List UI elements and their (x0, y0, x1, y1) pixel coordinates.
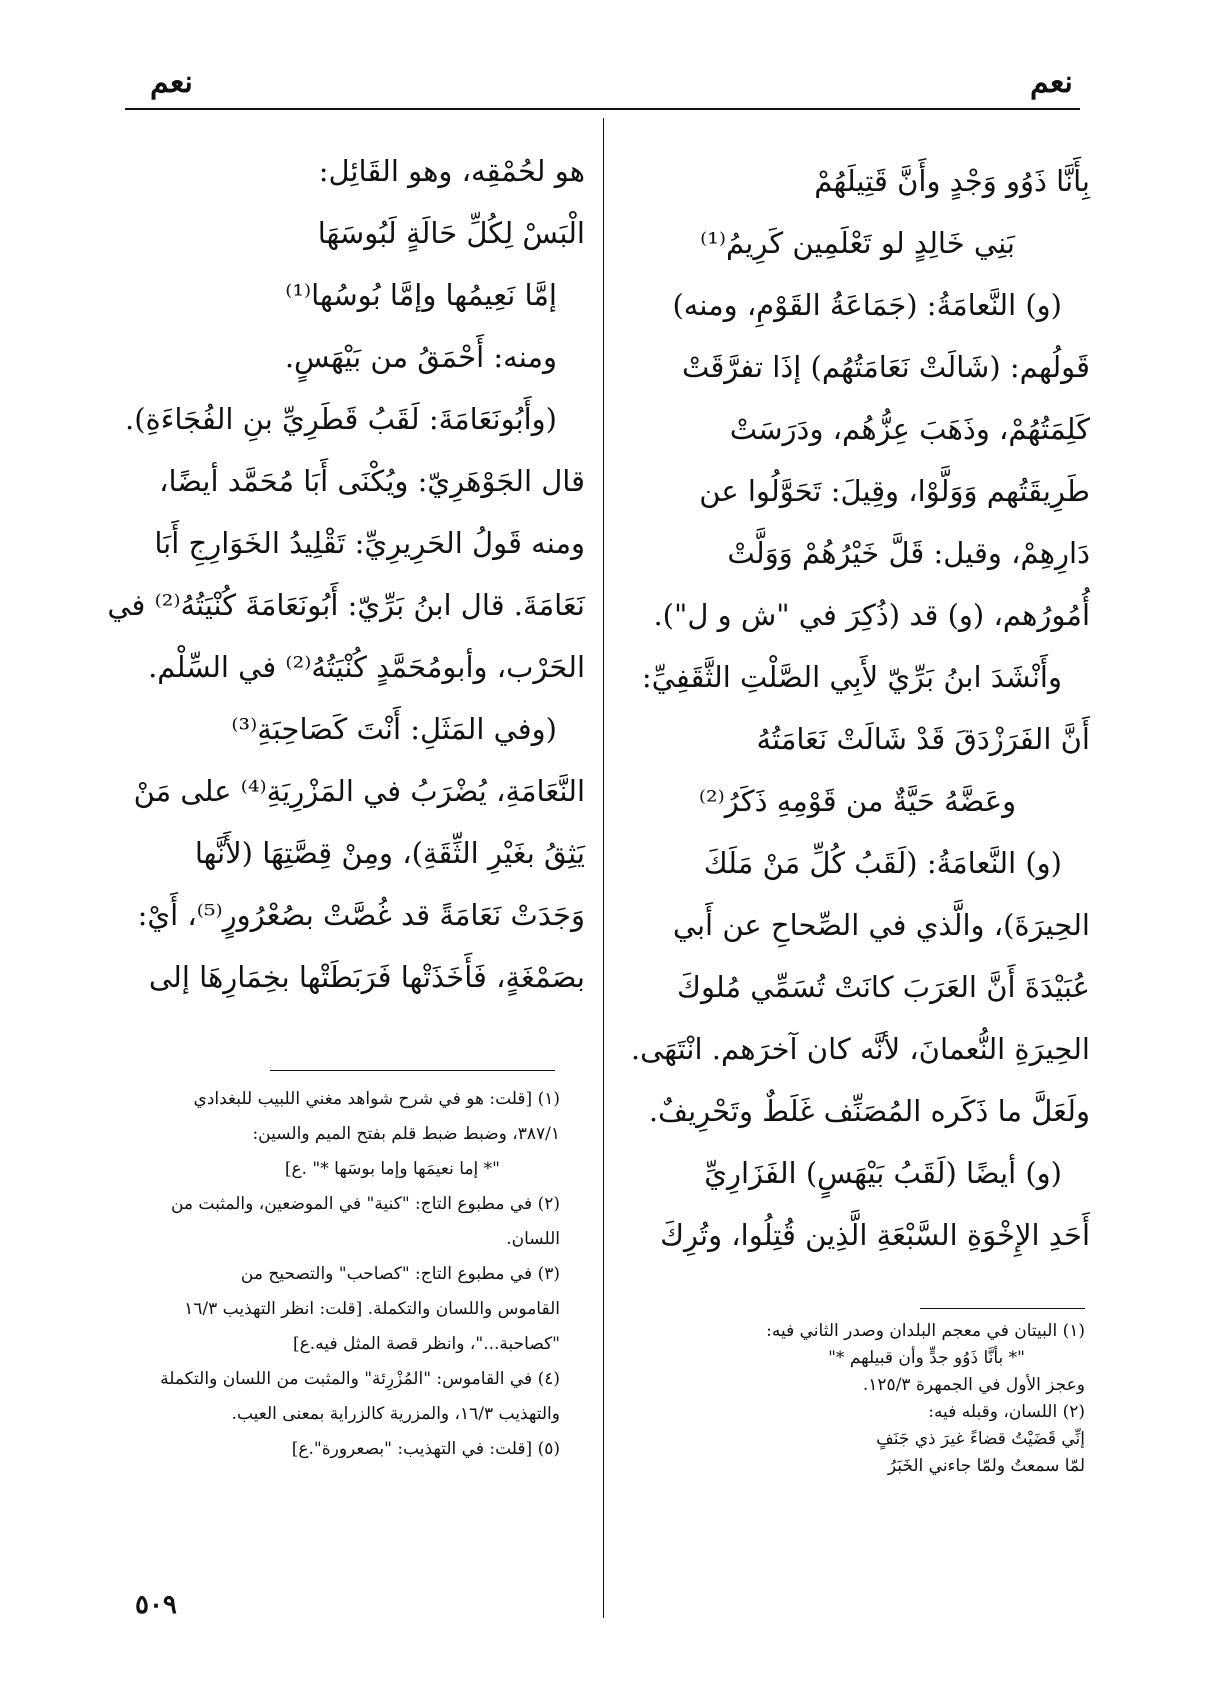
text-line: الْبَسْ لِكُلِّ حَالَةٍ لَبُوسَهَا (317, 216, 585, 250)
text-line: (وأَبُونَعَامَةَ: لَقَبُ قَطَرِيِّ بنِ الفُجَاءَةِ). (124, 402, 557, 436)
footnote-line: "* بأنَّا ذَوُو جدٍّ وأن قبيلهم *" (828, 1348, 1025, 1368)
text-line: نَعَامَةَ. قال ابنُ بَرِّيّ: أَبُونَعَامَةَ كُنْيَتُهُ⁽²⁾ في (107, 588, 585, 622)
right-column (625, 150, 1090, 1266)
text-line: أُمُورُهم، (و) قد (ذُكِرَ في "ش و ل"). (653, 598, 1090, 632)
text-line: (و) النَّعامَةُ: (جَمَاعَةُ القَوْمِ، ومنه) (672, 288, 1062, 322)
header-rule (125, 108, 1080, 110)
text-line: إمَّا نَعِيمُها وإمَّا بُوسُها⁽¹⁾ (285, 278, 557, 312)
text-line: وَجَدَتْ نَعَامَةً قد غُصَّتْ بصُعْرُورٍ⁽⁵⁾، أَيْ: (137, 898, 585, 932)
footnote-line: (١) [قلت: هو في شرح شواهد مغني اللبيب للبغدادي (193, 1089, 560, 1109)
page-header-left: نعم (150, 65, 193, 100)
footnote-line: (٢) في مطبوع التاج: "كنية" في الموضعين، والمثبت من (170, 1194, 560, 1214)
text-line: ومنه قَولُ الحَرِيرِيِّ: تَقْلِيدُ الخَوَارِجِ أَبَا (154, 526, 585, 560)
text-line: الحِيرَةِ النُّعمانَ، لأنَّه كان آخرَهم. انْتَهَى. (630, 1032, 1090, 1066)
text-line: (و) النَّعامَةُ: (لَقَبُ كُلِّ مَنْ مَلَكَ (703, 846, 1062, 880)
right-footnotes (620, 1318, 1085, 1480)
page-header-right: نعم (1030, 65, 1073, 100)
text-line: النَّعَامَةِ، يُضْرَبُ في المَزْرِيَةِ⁽⁴⁾ على مَنْ (133, 774, 585, 808)
page-number: ٥٠٩ (135, 1590, 177, 1620)
footnote-line: (٢) اللسان، وقبله فيه: (928, 1402, 1085, 1422)
text-line: الحَرْب، وأبومُحَمَّدٍ كُنْيَتُهُ⁽²⁾ في السِّلْم. (148, 650, 585, 684)
text-line: بصَمْغَةٍ، فَأَخَذَتْها فَرَبَطَتْها بخِمَارِهَا إلى (148, 960, 585, 994)
footnote-line: (٥) [قلت: في التهذيب: "بصعرورة".ع] (291, 1439, 560, 1459)
text-line: ولَعَلَّ ما ذَكَره المُصَنِّف غَلَطٌ وتَحْرِيفٌ. (648, 1094, 1090, 1128)
left-column (107, 140, 585, 1008)
footnote-line: إنِّي قَضَيْتُ قضاءً غيرَ ذي جَنَفٍ (876, 1429, 1085, 1449)
text-line: يَثِقُ بغَيْرِ الثِّقَةِ)، ومِنْ قِصَّتِهَا (لأَنَّها (194, 836, 585, 870)
footnote-line: والتهذيب ١٦/٣، والمزرية كالزراية بمعنى العيب. (231, 1404, 560, 1424)
text-line: الحِيرَةَ)، والَّذي في الصِّحاحِ عن أَبي (672, 908, 1090, 942)
footnote-line: القاموس واللسان والتكملة. [قلت: انظر التهذيب ١٦/٣ (184, 1299, 560, 1319)
text-line: بَنِي خَالِدٍ لو تَعْلَمِين كَرِيمُ⁽¹⁾ (700, 226, 1015, 260)
text-line: قَولُهم: (شَالَتْ نَعَامَتُهُم) إذَا تفرَّقَتْ (681, 350, 1090, 384)
footnote-line: لمّا سمعتُ ولمّا جاءني الخَبَرُ (887, 1456, 1085, 1476)
footnote-rule-left (270, 1070, 555, 1071)
footnote-line: (١) البيتان في معجم البلدان وصدر الثاني فيه: (766, 1321, 1085, 1341)
text-line: (و) أيضًا (لَقَبُ بَيْهَسٍ) الفَزَارِيِّ (704, 1156, 1062, 1190)
footnote-line: (٣) في مطبوع التاج: "كصاحب" والتصحيح من (240, 1264, 560, 1284)
text-line: وعَضَّهُ حَيَّةٌ من قَوْمِهِ ذَكَرُ⁽²⁾ (698, 784, 1017, 818)
text-line: عُبَيْدَةَ أَنَّ العَرَبَ كانَتْ تُسَمِّي مُلوكَ (677, 970, 1090, 1004)
text-line: قال الجَوْهَرِيّ: ويُكْنَى أَبَا مُحَمَّد أيضًا، (159, 464, 585, 498)
text-line: وأَنْشَدَ ابنُ بَرِّيّ لأَبِي الصَّلْتِ الثَّقَفِيِّ: (641, 660, 1062, 694)
left-footnotes (110, 1082, 560, 1467)
text-line: دَارِهِمْ، وقيل: قَلَّ خَيْرُهُمْ وَوَلَّتْ (727, 536, 1090, 570)
text-line: بِأَنَّا ذَوُو وَجْدٍ وأَنَّ قَتِيلَهُمْ (814, 164, 1090, 198)
footnote-line: اللسان. (506, 1229, 560, 1249)
text-line: ومنه: أَحْمَقُ من بَيْهَسٍ. (284, 340, 557, 374)
text-line: هو لحُمْقِه، وهو القَائِل: (318, 154, 585, 188)
footnote-line: ٣٨٧/١، وضبط ضبط قلم بفتح الميم والسين: (252, 1124, 560, 1144)
footnote-line: وعجز الأول في الجمهرة ١٢٥/٣. (862, 1375, 1085, 1395)
text-line: أَحَدِ الإِخْوَةِ السَّبْعَةِ الَّذِين قُتِلُوا، وتُرِكَ (660, 1218, 1090, 1252)
column-divider (603, 118, 604, 1618)
text-line: كَلِمَتُهُمْ، وذَهَبَ عِزُّهُم، ودَرَسَتْ (729, 412, 1090, 446)
text-line: طَرِيقَتُهم وَوَلَّوْا، وقِيلَ: تَحَوَّلُوا عن (699, 474, 1090, 508)
text-line: أَنَّ الفَرَزْدَقَ قَدْ شَالَتْ نَعَامَتُهُ (756, 722, 1090, 756)
footnote-rule-right (920, 1308, 1085, 1309)
text-line: (وفي المَثَلِ: أَنْتَ كَصَاحِبَةِ⁽³⁾ (231, 712, 557, 746)
footnote-line: "كصاحبة..."، وانظر قصة المثل فيه.ع] (293, 1334, 560, 1354)
footnote-line: (٤) في القاموس: "المُزْرِئة" والمثبت من اللسان والتكملة (160, 1369, 560, 1389)
footnote-line: "* إما نعيمَها وإما بوسَها *" .ع] (284, 1159, 500, 1179)
